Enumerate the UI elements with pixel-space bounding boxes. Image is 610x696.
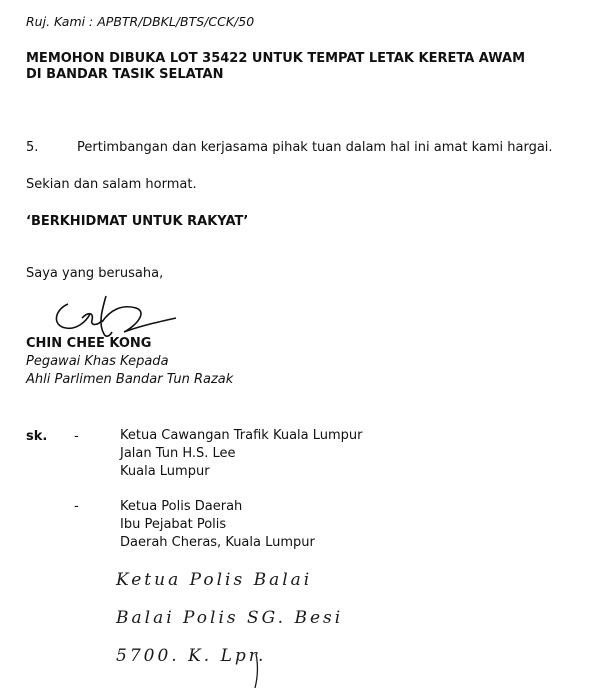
- sign-off: Saya yang berusaha,: [26, 266, 164, 281]
- subject-line-2: DI BANDAR TASIK SELATAN: [26, 67, 224, 82]
- cc-recipient-1-line-2: Jalan Tun H.S. Lee: [120, 446, 236, 461]
- cc-label: sk.: [26, 429, 48, 444]
- handwritten-note-line-2: Balai Polis SG. Besi: [116, 608, 344, 628]
- cc-recipient-1-line-3: Kuala Lumpur: [120, 464, 210, 479]
- cc-recipient-1-line-1: Ketua Cawangan Trafik Kuala Lumpur: [120, 428, 363, 443]
- cc-dash-1: -: [74, 429, 79, 444]
- signatory-title-1: Pegawai Khas Kepada: [26, 354, 169, 369]
- paragraph-text: Pertimbangan dan kerjasama pihak tuan dalam hal ini amat kami hargai.: [77, 140, 553, 155]
- cc-dash-2: -: [74, 499, 79, 514]
- cc-recipient-2-line-3: Daerah Cheras, Kuala Lumpur: [120, 535, 315, 550]
- signatory-title-2: Ahli Parlimen Bandar Tun Razak: [26, 372, 234, 387]
- reference-number: Ruj. Kami : APBTR/DBKL/BTS/CCK/50: [26, 14, 255, 29]
- closing-line: Sekian dan salam hormat.: [26, 177, 197, 192]
- subject-line-1: MEMOHON DIBUKA LOT 35422 UNTUK TEMPAT LETAK KERETA AWAM: [26, 51, 526, 66]
- paragraph-number: 5.: [26, 140, 39, 155]
- handwritten-note-line-3: 5700. K. Lpr.: [116, 646, 267, 666]
- motto: ‘BERKHIDMAT UNTUK RAKYAT’: [26, 214, 249, 229]
- handwritten-note-line-1: Ketua Polis Balai: [116, 570, 313, 590]
- handwriting-stroke: [250, 650, 270, 690]
- cc-recipient-2-line-2: Ibu Pejabat Polis: [120, 517, 227, 532]
- signatory-name: CHIN CHEE KONG: [26, 336, 152, 351]
- cc-recipient-2-line-1: Ketua Polis Daerah: [120, 499, 243, 514]
